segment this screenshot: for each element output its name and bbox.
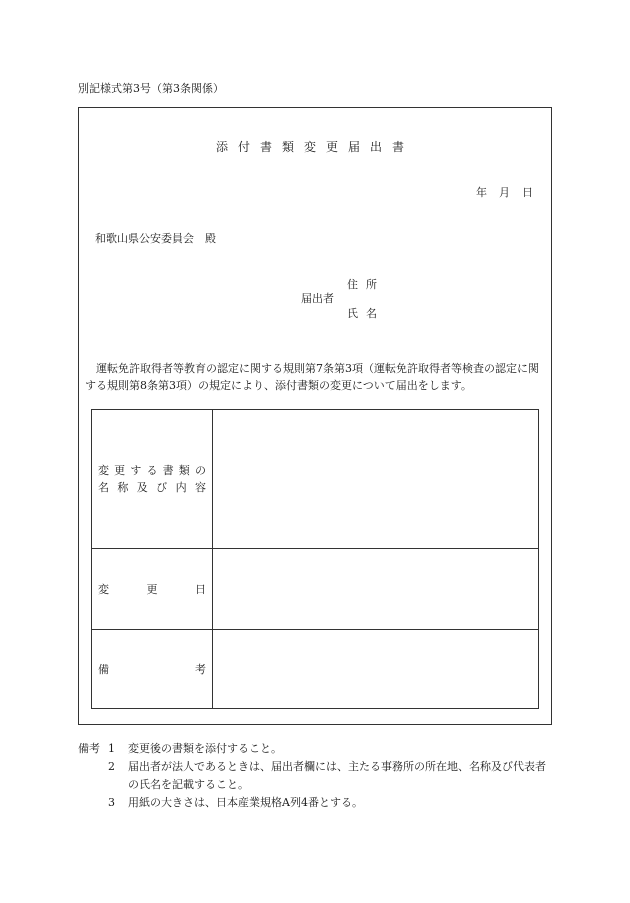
note-item: 備考 1 変更後の書類を添付すること。 bbox=[78, 740, 552, 758]
changed-document-field[interactable] bbox=[213, 410, 539, 549]
filer-label: 届出者 bbox=[301, 292, 334, 305]
label-line-2: 名 称 及 び 内 容 bbox=[98, 481, 206, 494]
form-frame bbox=[78, 107, 552, 725]
change-date-field[interactable] bbox=[213, 549, 539, 630]
label-line-1: 変 更 す る 書 類 の bbox=[98, 464, 206, 477]
table-row bbox=[92, 630, 539, 709]
change-table bbox=[91, 409, 539, 709]
note-item: 3 用紙の大きさは、日本産業規格A列4番とする。 bbox=[108, 796, 363, 809]
changed-document-label bbox=[92, 410, 213, 549]
address-label: 住所 bbox=[347, 278, 385, 291]
note-item: 2 届出者が法人であるときは、届出者欄には、主たる事務所の所在地、名称及び代表者の氏名を記載すること。 bbox=[108, 760, 546, 791]
date-line bbox=[476, 184, 533, 200]
form-title: 添付書類変更届出書 bbox=[215, 140, 414, 154]
notes-heading: 備考 bbox=[78, 742, 100, 755]
date-month: 月 bbox=[499, 186, 510, 199]
table-row bbox=[92, 549, 539, 630]
change-date-label: 変 更 日 bbox=[92, 549, 213, 630]
date-year: 年 bbox=[476, 186, 487, 199]
table-row bbox=[92, 410, 539, 549]
addressee: 和歌山県公安委員会 殿 bbox=[95, 232, 216, 245]
body-text: 運転免許取得者等教育の認定に関する規則第7条第3項（運転免許取得者等検査の認定に関する規則第8条第3項）の規定により、添付書類の変更について届出をします。 bbox=[85, 362, 539, 392]
notes-section bbox=[78, 740, 552, 812]
form-reference: 別記様式第3号（第3条関係） bbox=[78, 82, 224, 95]
date-day: 日 bbox=[522, 186, 533, 199]
name-label: 氏名 bbox=[347, 307, 385, 320]
remarks-label: 備 考 bbox=[92, 630, 213, 709]
remarks-field[interactable] bbox=[213, 630, 539, 709]
